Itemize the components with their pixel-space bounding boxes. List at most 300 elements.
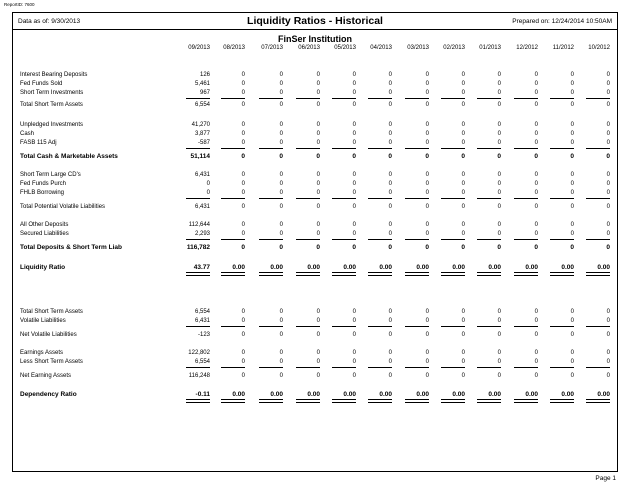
cell-value: 0 bbox=[606, 140, 610, 146]
cell-value: 0 bbox=[352, 222, 356, 228]
cell-value: 0 bbox=[534, 90, 538, 96]
total-underline bbox=[441, 148, 465, 149]
column-header: 04/2013 bbox=[370, 45, 392, 51]
total-underline bbox=[186, 98, 210, 99]
cell-value: 0 bbox=[497, 309, 501, 315]
cell-value: 0 bbox=[570, 222, 574, 228]
cell-value: 0 bbox=[534, 122, 538, 128]
cell-value: 0.00 bbox=[597, 391, 610, 398]
cell-value: 51,114 bbox=[190, 153, 210, 160]
cell-value: 0 bbox=[606, 359, 610, 365]
cell-value: 0 bbox=[425, 81, 429, 87]
double-underline bbox=[477, 272, 501, 276]
row-label: Net Volatile Liabilities bbox=[20, 332, 77, 338]
total-underline bbox=[332, 239, 356, 240]
cell-value: 0.00 bbox=[488, 391, 501, 398]
data-as-of: Data as of: 9/30/2013 bbox=[18, 18, 81, 25]
cell-value: 0 bbox=[316, 72, 320, 78]
cell-value: 0 bbox=[241, 181, 245, 187]
cell-value: 0 bbox=[461, 373, 465, 379]
cell-value: 0 bbox=[241, 204, 245, 210]
cell-value: 0 bbox=[606, 332, 610, 338]
cell-value: 0 bbox=[316, 332, 320, 338]
cell-value: 0 bbox=[316, 373, 320, 379]
row-label: Liquidity Ratio bbox=[20, 264, 66, 271]
cell-value: 0 bbox=[352, 350, 356, 356]
cell-value: 0 bbox=[570, 122, 574, 128]
table-row bbox=[0, 72, 630, 81]
cell-value: 0 bbox=[316, 231, 320, 237]
cell-value: 0 bbox=[388, 231, 392, 237]
cell-value: 0 bbox=[606, 90, 610, 96]
cell-value: 0 bbox=[279, 172, 283, 178]
cell-value: 0 bbox=[316, 172, 320, 178]
total-underline bbox=[221, 148, 245, 149]
cell-value: 0 bbox=[352, 204, 356, 210]
cell-value: 0 bbox=[606, 309, 610, 315]
cell-value: 0 bbox=[497, 332, 501, 338]
cell-value: 0.00 bbox=[307, 391, 320, 398]
cell-value: 0 bbox=[606, 81, 610, 87]
cell-value: 0 bbox=[570, 204, 574, 210]
total-underline bbox=[586, 148, 610, 149]
total-underline bbox=[221, 239, 245, 240]
table-row bbox=[0, 181, 630, 190]
cell-value: 0 bbox=[279, 131, 283, 137]
double-underline bbox=[368, 399, 392, 403]
cell-value: 0 bbox=[570, 153, 574, 160]
cell-value: 0 bbox=[497, 222, 501, 228]
cell-value: 0 bbox=[241, 244, 245, 251]
total-underline bbox=[368, 239, 392, 240]
column-header: 07/2013 bbox=[261, 45, 283, 51]
row-label: Total Short Term Assets bbox=[20, 102, 83, 108]
cell-value: 6,431 bbox=[194, 172, 210, 178]
cell-value: 0 bbox=[461, 231, 465, 237]
total-underline bbox=[550, 239, 574, 240]
prepared-on: Prepared on: 12/24/2014 10:50AM bbox=[512, 18, 612, 25]
total-underline bbox=[221, 198, 245, 199]
cell-value: 0 bbox=[570, 231, 574, 237]
institution-name: FinSer Institution bbox=[278, 34, 352, 44]
cell-value: 2,293 bbox=[194, 231, 210, 237]
cell-value: 116,782 bbox=[186, 244, 210, 251]
cell-value: 0 bbox=[316, 90, 320, 96]
cell-value: 126 bbox=[199, 72, 210, 78]
total-underline bbox=[332, 98, 356, 99]
cell-value: 0 bbox=[279, 90, 283, 96]
column-header: 08/2013 bbox=[223, 45, 245, 51]
row-label: Total Deposits & Short Term Liab bbox=[20, 244, 122, 251]
total-underline bbox=[405, 198, 429, 199]
cell-value: 0 bbox=[534, 318, 538, 324]
cell-value: 0 bbox=[497, 122, 501, 128]
cell-value: 0 bbox=[388, 190, 392, 196]
cell-value: 0 bbox=[534, 140, 538, 146]
cell-value: 0 bbox=[352, 373, 356, 379]
cell-value: 0 bbox=[279, 122, 283, 128]
cell-value: 122,802 bbox=[188, 350, 210, 356]
cell-value: 0 bbox=[352, 131, 356, 137]
cell-value: 0 bbox=[570, 190, 574, 196]
cell-value: 0 bbox=[279, 204, 283, 210]
cell-value: 0 bbox=[316, 81, 320, 87]
total-underline bbox=[368, 148, 392, 149]
cell-value: 0.00 bbox=[452, 264, 465, 271]
cell-value: 0 bbox=[425, 72, 429, 78]
cell-value: 0.00 bbox=[307, 264, 320, 271]
cell-value: 6,431 bbox=[194, 318, 210, 324]
cell-value: 0.00 bbox=[416, 391, 429, 398]
page-number: Page 1 bbox=[595, 475, 616, 482]
cell-value: 0 bbox=[461, 359, 465, 365]
cell-value: 0.00 bbox=[270, 264, 283, 271]
total-underline bbox=[550, 198, 574, 199]
cell-value: 0 bbox=[352, 81, 356, 87]
cell-value: 0.00 bbox=[232, 391, 245, 398]
cell-value: 0 bbox=[352, 190, 356, 196]
cell-value: 0 bbox=[461, 181, 465, 187]
cell-value: 0 bbox=[241, 153, 245, 160]
total-underline bbox=[259, 367, 283, 368]
cell-value: 6,554 bbox=[194, 102, 210, 108]
cell-value: 0 bbox=[352, 359, 356, 365]
report-title: Liquidity Ratios - Historical bbox=[247, 15, 383, 27]
cell-value: 0 bbox=[316, 122, 320, 128]
total-underline bbox=[405, 98, 429, 99]
cell-value: 0 bbox=[279, 318, 283, 324]
cell-value: 0 bbox=[316, 222, 320, 228]
cell-value: 0 bbox=[461, 222, 465, 228]
cell-value: 0 bbox=[388, 102, 392, 108]
cell-value: 0 bbox=[316, 244, 320, 251]
cell-value: 0 bbox=[425, 318, 429, 324]
cell-value: 0 bbox=[534, 359, 538, 365]
double-underline bbox=[586, 272, 610, 276]
cell-value: 0 bbox=[279, 359, 283, 365]
total-underline bbox=[586, 326, 610, 327]
cell-value: 0 bbox=[534, 309, 538, 315]
cell-value: 0 bbox=[241, 350, 245, 356]
total-underline bbox=[405, 326, 429, 327]
total-underline bbox=[186, 367, 210, 368]
row-label: Short Term Large CD's bbox=[20, 172, 81, 178]
cell-value: 0 bbox=[241, 172, 245, 178]
cell-value: 0 bbox=[570, 72, 574, 78]
cell-value: 0 bbox=[461, 131, 465, 137]
column-header: 10/2012 bbox=[588, 45, 610, 51]
column-header: 02/2013 bbox=[443, 45, 465, 51]
cell-value: 0 bbox=[241, 359, 245, 365]
total-underline bbox=[332, 198, 356, 199]
double-underline bbox=[332, 272, 356, 276]
cell-value: 0 bbox=[570, 318, 574, 324]
cell-value: 0 bbox=[534, 181, 538, 187]
cell-value: 0 bbox=[461, 140, 465, 146]
total-underline bbox=[405, 239, 429, 240]
total-underline bbox=[514, 326, 538, 327]
total-underline bbox=[586, 367, 610, 368]
cell-value: 0 bbox=[388, 318, 392, 324]
cell-value: 0 bbox=[606, 181, 610, 187]
total-underline bbox=[586, 239, 610, 240]
cell-value: 6,554 bbox=[194, 359, 210, 365]
cell-value: 0 bbox=[352, 102, 356, 108]
total-underline bbox=[514, 367, 538, 368]
row-label: Fed Funds Purch bbox=[20, 181, 67, 187]
cell-value: 0 bbox=[316, 181, 320, 187]
cell-value: 0 bbox=[316, 318, 320, 324]
total-underline bbox=[296, 326, 320, 327]
cell-value: 0 bbox=[241, 102, 245, 108]
cell-value: 0 bbox=[461, 244, 465, 251]
cell-value: 0 bbox=[352, 309, 356, 315]
cell-value: 0 bbox=[497, 81, 501, 87]
cell-value: 0 bbox=[606, 244, 610, 251]
cell-value: 0 bbox=[316, 153, 320, 160]
cell-value: 0 bbox=[316, 140, 320, 146]
cell-value: 0 bbox=[279, 231, 283, 237]
table-row bbox=[0, 332, 630, 341]
cell-value: 0 bbox=[570, 350, 574, 356]
column-header: 11/2012 bbox=[552, 45, 574, 51]
cell-value: 0 bbox=[425, 350, 429, 356]
cell-value: 0 bbox=[534, 131, 538, 137]
cell-value: 0 bbox=[241, 72, 245, 78]
cell-value: 0 bbox=[388, 222, 392, 228]
cell-value: 0 bbox=[279, 72, 283, 78]
row-label: Total Short Term Assets bbox=[20, 309, 83, 315]
double-underline bbox=[550, 272, 574, 276]
row-label: Interest Bearing Deposits bbox=[20, 72, 88, 78]
cell-value: 0 bbox=[388, 350, 392, 356]
cell-value: 0 bbox=[461, 153, 465, 160]
cell-value: 0 bbox=[279, 190, 283, 196]
total-underline bbox=[368, 98, 392, 99]
cell-value: 0 bbox=[534, 102, 538, 108]
cell-value: 0 bbox=[534, 222, 538, 228]
cell-value: 0 bbox=[534, 231, 538, 237]
cell-value: 0 bbox=[534, 190, 538, 196]
cell-value: -123 bbox=[197, 332, 210, 338]
cell-value: 0.00 bbox=[561, 264, 574, 271]
total-underline bbox=[296, 148, 320, 149]
cell-value: 0 bbox=[570, 81, 574, 87]
cell-value: 0 bbox=[352, 172, 356, 178]
cell-value: 0 bbox=[206, 181, 210, 187]
cell-value: 0 bbox=[425, 172, 429, 178]
cell-value: 0 bbox=[352, 244, 356, 251]
total-underline bbox=[259, 98, 283, 99]
cell-value: 0 bbox=[352, 231, 356, 237]
cell-value: 0 bbox=[570, 359, 574, 365]
table-row bbox=[0, 373, 630, 382]
cell-value: 0 bbox=[241, 131, 245, 137]
cell-value: 0 bbox=[241, 140, 245, 146]
row-label: Dependency Ratio bbox=[20, 391, 77, 398]
cell-value: 0.00 bbox=[561, 391, 574, 398]
cell-value: 0 bbox=[316, 131, 320, 137]
report-header bbox=[12, 12, 618, 30]
cell-value: 0 bbox=[534, 204, 538, 210]
double-underline bbox=[221, 272, 245, 276]
cell-value: 0 bbox=[279, 102, 283, 108]
cell-value: 0 bbox=[352, 90, 356, 96]
cell-value: 6,431 bbox=[194, 204, 210, 210]
row-label: Cash bbox=[20, 131, 35, 137]
total-underline bbox=[550, 326, 574, 327]
cell-value: 0 bbox=[606, 153, 610, 160]
cell-value: 0 bbox=[461, 81, 465, 87]
total-underline bbox=[368, 326, 392, 327]
cell-value: 0 bbox=[570, 244, 574, 251]
cell-value: 0 bbox=[425, 131, 429, 137]
cell-value: 0 bbox=[425, 181, 429, 187]
cell-value: 0 bbox=[352, 318, 356, 324]
total-underline bbox=[405, 148, 429, 149]
total-underline bbox=[477, 367, 501, 368]
total-underline bbox=[368, 367, 392, 368]
column-header: 06/2013 bbox=[298, 45, 320, 51]
cell-value: 3,877 bbox=[194, 131, 210, 137]
cell-value: 0 bbox=[461, 318, 465, 324]
cell-value: 0 bbox=[241, 309, 245, 315]
total-underline bbox=[221, 326, 245, 327]
total-underline bbox=[441, 98, 465, 99]
total-underline bbox=[477, 239, 501, 240]
table-row bbox=[0, 102, 630, 111]
column-header: 12/2012 bbox=[516, 45, 538, 51]
cell-value: 0 bbox=[461, 122, 465, 128]
row-label: FASB 115 Adj bbox=[20, 140, 57, 146]
row-label: Earnings Assets bbox=[20, 350, 64, 356]
cell-value: 0 bbox=[241, 81, 245, 87]
total-underline bbox=[259, 326, 283, 327]
cell-value: 0 bbox=[534, 153, 538, 160]
cell-value: 0 bbox=[497, 359, 501, 365]
report-id: ReportID: 7600 bbox=[4, 2, 35, 7]
cell-value: 0 bbox=[388, 309, 392, 315]
cell-value: 0 bbox=[461, 332, 465, 338]
cell-value: 0 bbox=[352, 140, 356, 146]
cell-value: 0 bbox=[570, 332, 574, 338]
cell-value: 0 bbox=[388, 122, 392, 128]
cell-value: 0 bbox=[352, 122, 356, 128]
cell-value: -587 bbox=[197, 140, 210, 146]
row-label: All Other Deposits bbox=[20, 222, 69, 228]
cell-value: 0 bbox=[606, 72, 610, 78]
cell-value: 0 bbox=[461, 102, 465, 108]
cell-value: 0 bbox=[606, 318, 610, 324]
table-row bbox=[0, 81, 630, 90]
cell-value: 0 bbox=[606, 204, 610, 210]
total-underline bbox=[296, 198, 320, 199]
cell-value: 0 bbox=[497, 172, 501, 178]
cell-value: 0 bbox=[534, 172, 538, 178]
cell-value: 0.00 bbox=[379, 391, 392, 398]
cell-value: 0 bbox=[425, 231, 429, 237]
cell-value: 0 bbox=[461, 309, 465, 315]
cell-value: 0 bbox=[241, 231, 245, 237]
cell-value: 41,270 bbox=[191, 122, 210, 128]
total-underline bbox=[296, 367, 320, 368]
cell-value: 0.00 bbox=[232, 264, 245, 271]
cell-value: 0 bbox=[388, 181, 392, 187]
total-underline bbox=[441, 198, 465, 199]
cell-value: 0 bbox=[425, 373, 429, 379]
total-underline bbox=[368, 198, 392, 199]
cell-value: 0 bbox=[241, 190, 245, 196]
cell-value: 0 bbox=[570, 102, 574, 108]
row-label: Total Cash & Marketable Assets bbox=[20, 153, 118, 160]
cell-value: 0 bbox=[606, 172, 610, 178]
double-underline bbox=[259, 399, 283, 403]
total-underline bbox=[186, 198, 210, 199]
cell-value: 0.00 bbox=[488, 264, 501, 271]
cell-value: 0.00 bbox=[452, 391, 465, 398]
total-underline bbox=[186, 239, 210, 240]
total-underline bbox=[477, 148, 501, 149]
total-underline bbox=[550, 367, 574, 368]
cell-value: 0 bbox=[534, 373, 538, 379]
cell-value: 0 bbox=[461, 90, 465, 96]
total-underline bbox=[477, 98, 501, 99]
double-underline bbox=[259, 272, 283, 276]
total-underline bbox=[514, 98, 538, 99]
cell-value: 0 bbox=[461, 204, 465, 210]
row-label: Volatile Liabilities bbox=[20, 318, 66, 324]
cell-value: 0.00 bbox=[379, 264, 392, 271]
cell-value: 0 bbox=[497, 373, 501, 379]
cell-value: 0 bbox=[388, 373, 392, 379]
cell-value: 0 bbox=[352, 332, 356, 338]
total-underline bbox=[586, 98, 610, 99]
cell-value: 0 bbox=[497, 131, 501, 137]
cell-value: 0 bbox=[570, 373, 574, 379]
total-underline bbox=[186, 148, 210, 149]
cell-value: 0 bbox=[425, 122, 429, 128]
total-underline bbox=[259, 148, 283, 149]
cell-value: 0 bbox=[425, 140, 429, 146]
row-label: Short Term Investments bbox=[20, 90, 84, 96]
cell-value: 0 bbox=[279, 153, 283, 160]
cell-value: 0 bbox=[570, 131, 574, 137]
column-header: 09/2013 bbox=[188, 45, 210, 51]
cell-value: 0 bbox=[570, 181, 574, 187]
total-underline bbox=[441, 367, 465, 368]
cell-value: 43.77 bbox=[193, 264, 210, 271]
row-label: FHLB Borrowing bbox=[20, 190, 65, 196]
cell-value: 0 bbox=[279, 222, 283, 228]
total-underline bbox=[221, 98, 245, 99]
total-underline bbox=[259, 239, 283, 240]
cell-value: 0 bbox=[352, 72, 356, 78]
cell-value: 0 bbox=[388, 244, 392, 251]
table-row bbox=[0, 222, 630, 231]
cell-value: 0 bbox=[388, 359, 392, 365]
double-underline bbox=[405, 272, 429, 276]
cell-value: 0 bbox=[425, 90, 429, 96]
table-row bbox=[0, 204, 630, 213]
cell-value: 0 bbox=[425, 332, 429, 338]
cell-value: 0 bbox=[316, 102, 320, 108]
cell-value: 0 bbox=[461, 190, 465, 196]
cell-value: 0 bbox=[279, 140, 283, 146]
cell-value: 0 bbox=[316, 204, 320, 210]
cell-value: 0.00 bbox=[343, 264, 356, 271]
cell-value: 0 bbox=[279, 309, 283, 315]
cell-value: 0 bbox=[606, 122, 610, 128]
